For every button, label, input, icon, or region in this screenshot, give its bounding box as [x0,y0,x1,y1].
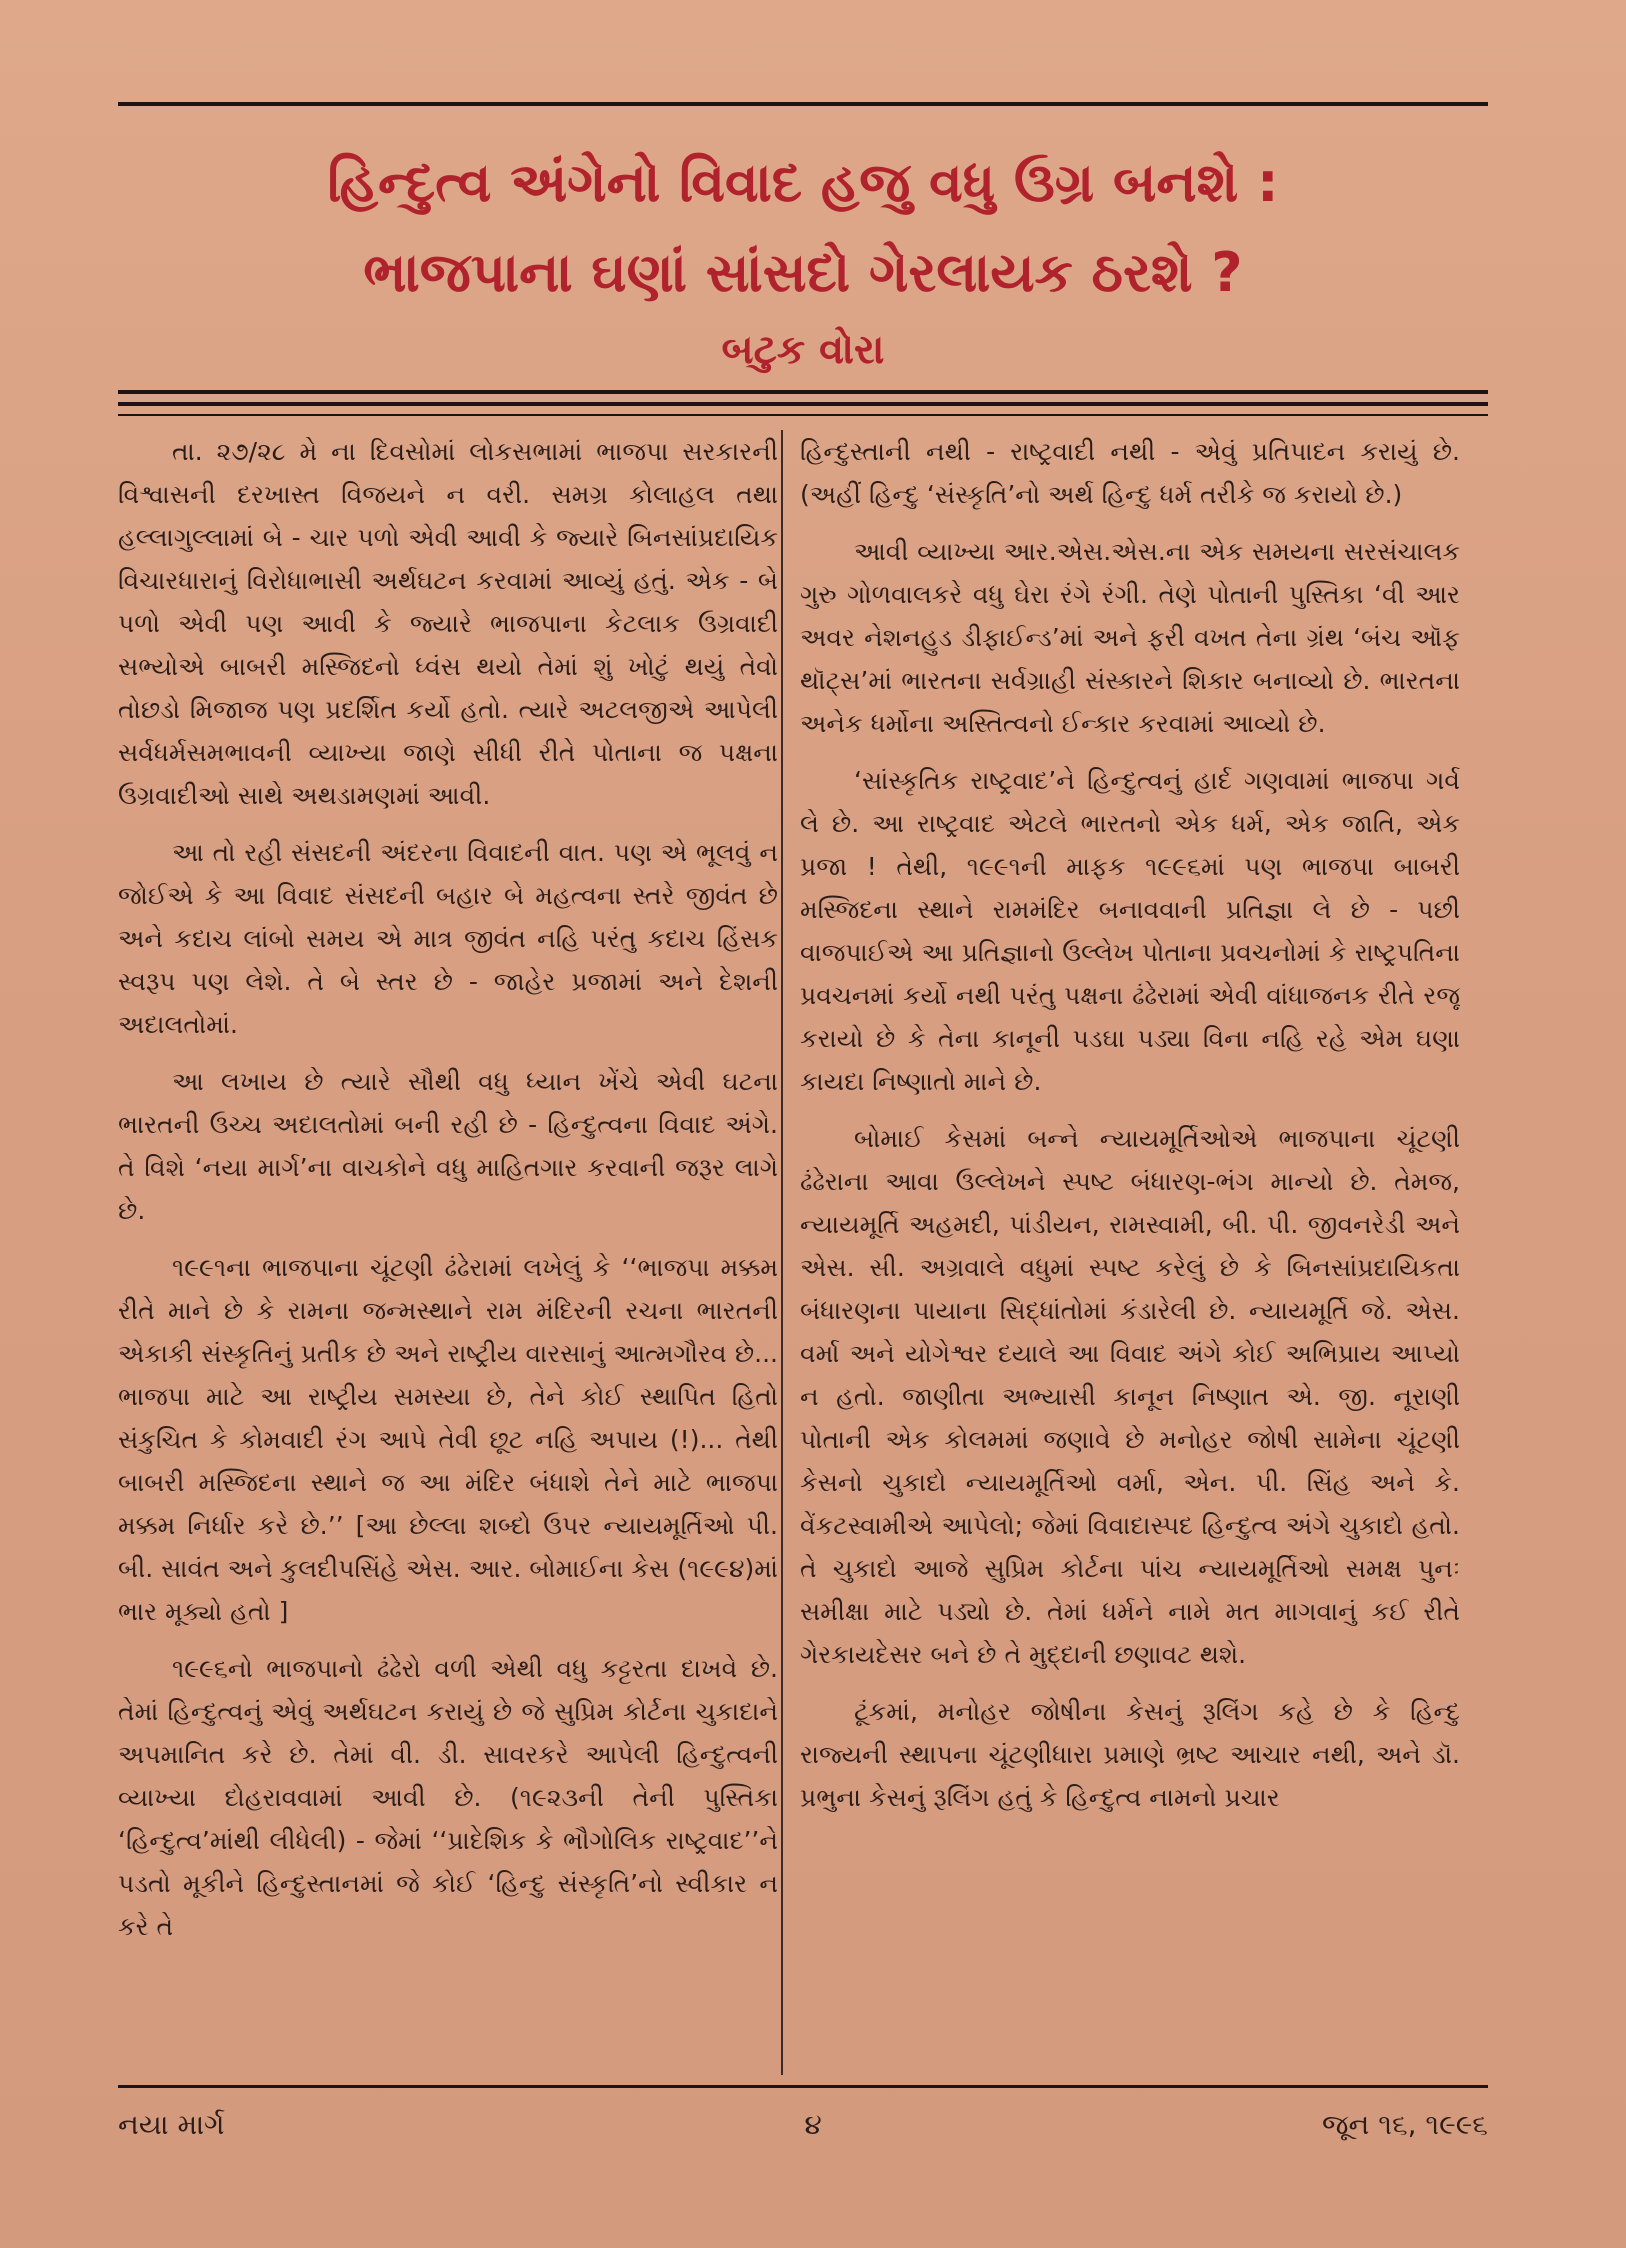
column-divider [781,430,783,2075]
header-rule [118,402,1488,406]
paragraph: ટૂંકમાં, મનોહર જોષીના કેસનું રૂલિંગ કહે છે કે હિન્દુ રાજ્યની સ્થાપના ચૂંટણીધારા પ્રમાણે ભ્રષ્ટ આચાર નથી, અને ડૉ. પ્રભુના કેસનું રૂલિંગ હતું કે હિન્દુત્વ નામનો પ્રચાર [800,1697,1460,1812]
left-column [118,430,778,2075]
author-byline: બટુક વોરા [721,327,885,373]
header-rule [118,414,1488,416]
right-column [800,430,1460,2075]
paragraph: ૧૯૯૬નો ભાજપાનો ઢંઢેરો વળી એથી વધુ કટ્ટરતા દાખવે છે. તેમાં હિન્દુત્વનું એવું અર્થઘટન કરાયું છે જે સુપ્રિમ કોર્ટના ચુકાદાને અપમાનિત કરે છે. તેમાં વી. ડી. સાવરકરે આપેલી હિન્દુત્વની વ્યાખ્યા દોહરાવવામાં આવી છે. (૧૯૨૩ની તેની પુસ્તિકા ‘હિન્દુત્વ’માંથી લીધેલી) - જેમાં ‘‘પ્રાદેશિક કે ભૌગોલિક રાષ્ટ્રવાદ’’ને પડતો મૂકીને હિન્દુસ્તાનમાં જે કોઈ ‘હિન્દુ સંસ્કૃતિ’નો સ્વીકાર ન કરે તે [118,1654,778,1941]
paragraph: હિન્દુસ્તાની નથી - રાષ્ટ્રવાદી નથી - એવું પ્રતિપાદન કરાયું છે. (અહીં હિન્દુ ‘સંસ્કૃતિ’નો અર્થ હિન્દુ ધર્મ તરીકે જ કરાયો છે.) [800,437,1460,509]
paragraph: તા. ૨૭/૨૮ મે ના દિવસોમાં લોકસભામાં ભાજપા સરકારની વિશ્વાસની દરખાસ્ત વિજયને ન વરી. સમગ્ર કોલાહલ તથા હલ્લાગુલ્લામાં બે - ચાર પળો એવી આવી કે જ્યારે બિનસાંપ્રદાયિક વિચારધારાનું વિરોધાભાસી અર્થઘટન કરવામાં આવ્યું હતું. એક - બે પળો એવી પણ આવી કે જ્યારે ભાજપાના કેટલાક ઉગ્રવાદી સભ્યોએ બાબરી મસ્જિદનો ધ્વંસ થયો તેમાં શું ખોટું થયું તેવો તોછડો મિજાજ પણ પ્રદર્શિત કર્યો હતો. ત્યારે અટલજીએ આપેલી સર્વધર્મસમભાવની વ્યાખ્યા જાણે સીધી રીતે પોતાના જ પક્ષના ઉગ્રવાદીઓ સાથે અથડામણમાં આવી. [118,437,778,810]
page-number: ૪ [804,2108,822,2141]
paragraph: આવી વ્યાખ્યા આર.એસ.એસ.ના એક સમયના સરસંચાલક ગુરુ ગોળવાલકરે વધુ ઘેરા રંગે રંગી. તેણે પોતાની પુસ્તિકા ‘વી આર અવર નેશનહુડ ડીફાઈન્ડ’માં અને ફરી વખત તેના ગ્રંથ ‘બંચ ઑફ થૉટ્સ’માં ભારતના સર્વગ્રાહી સંસ્કારને શિકાર બનાવ્યો છે. ભારતના અનેક ધર્મોના અસ્તિત્વનો ઈન્કાર કરવામાં આવ્યો છે. [800,537,1460,738]
header-rule [118,390,1488,394]
paragraph: આ તો રહી સંસદની અંદરના વિવાદની વાત. પણ એ ભૂલવું ન જોઈએ કે આ વિવાદ સંસદની બહાર બે મહત્વના સ્તરે જીવંત છે અને કદાચ લાંબો સમય એ માત્ર જીવંત નહિ પરંતુ કદાચ હિંસક સ્વરૂપ પણ લેશે. તે બે સ્તર છે - જાહેર પ્રજામાં અને દેશની અદાલતોમાં. [118,838,778,1039]
paragraph: બોમાઈ કેસમાં બન્ને ન્યાયમૂર્તિઓએ ભાજપાના ચૂંટણી ઢંઢેરાના આવા ઉલ્લેખને સ્પષ્ટ બંધારણ-ભંગ માન્યો છે. તેમજ, ન્યાયમૂર્તિ અહમદી, પાંડીયન, રામસ્વામી, બી. પી. જીવનરેડી અને એસ. સી. અગ્રવાલે વધુમાં સ્પષ્ટ કરેલું છે કે બિનસાંપ્રદાયિકતા બંધારણના પાયાના સિદ્ધાંતોમાં કંડારેલી છે. ન્યાયમૂર્તિ જે. એસ. વર્મા અને યોગેશ્વર દયાલે આ વિવાદ અંગે કોઈ અભિપ્રાય આપ્યો ન હતો. જાણીતા અભ્યાસી કાનૂન નિષ્ણાત એ. જી. નૂરાણી પોતાની એક કોલમમાં જણાવે છે મનોહર જોષી સામેના ચૂંટણી કેસનો ચુકાદો ન્યાયમૂર્તિઓ વર્મા, એન. પી. સિંહ અને કે. વેંકટસ્વામીએ આપેલો; જેમાં વિવાદાસ્પદ હિન્દુત્વ અંગે ચુકાદો હતો. તે ચુકાદો આજે સુપ્રિમ કોર્ટના પાંચ ન્યાયમૂર્તિઓ સમક્ષ પુનઃ સમીક્ષા માટે પડ્યો છે. તેમાં ધર્મને નામે મત માગવાનું કઈ રીતે ગેરકાયદેસર બને છે તે મુદ્દાની છણાવટ થશે. [800,1124,1460,1669]
headline-line-2: ભાજપાના ઘણાં સાંસદો ગેરલાયક ઠરશે ? [363,241,1243,304]
top-rule [118,102,1488,106]
headline-line-1: હિન્દુત્વ અંગેનો વિવાદ હજુ વધુ ઉગ્ર બનશે : [327,151,1279,214]
paragraph: ‘સાંસ્કૃતિક રાષ્ટ્રવાદ’ને હિન્દુત્વનું હાર્દ ગણવામાં ભાજપા ગર્વ લે છે. આ રાષ્ટ્રવાદ એટલે ભારતનો એક ધર્મ, એક જાતિ, એક પ્રજા ! તેથી, ૧૯૯૧ની માફક ૧૯૯૬માં પણ ભાજપા બાબરી મસ્જિદના સ્થાને રામમંદિર બનાવવાની પ્રતિજ્ઞા લે છે - પછી વાજપાઈએ આ પ્રતિજ્ઞાનો ઉલ્લેખ પોતાના પ્રવચનોમાં કે રાષ્ટ્રપતિના પ્રવચનમાં કર્યો નથી પરંતુ પક્ષના ઢંઢેરામાં એવી વાંધાજનક રીતે રજૂ કરાયો છે કે તેના કાનૂની પડઘા પડ્યા વિના નહિ રહે એમ ઘણા કાયદા નિષ્ણાતો માને છે. [800,766,1460,1096]
paragraph: ૧૯૯૧ના ભાજપાના ચૂંટણી ઢંઢેરામાં લખેલું કે ‘‘ભાજપા મક્કમ રીતે માને છે કે રામના જન્મસ્થાને રામ મંદિરની રચના ભારતની એકાકી સંસ્કૃતિનું પ્રતીક છે અને રાષ્ટ્રીય વારસાનું આત્મગૌરવ છે... ભાજપા માટે આ રાષ્ટ્રીય સમસ્યા છે, તેને કોઈ સ્થાપિત હિતો સંકુચિત કે કોમવાદી રંગ આપે તેવી છૂટ નહિ અપાય (!)... તેથી બાબરી મસ્જિદના સ્થાને જ આ મંદિર બંધાશે તેને માટે ભાજપા મક્કમ નિર્ધાર કરે છે.’’ [આ છેલ્લા શબ્દો ઉપર ન્યાયમૂર્તિઓ પી. બી. સાવંત અને કુલદીપસિંહે એસ. આર. બોમાઈના કેસ (૧૯૯૪)માં ભાર મૂક્યો હતો ] [118,1253,778,1626]
footer-rule [118,2085,1488,2088]
publication-name: નયા માર્ગ [118,2108,225,2141]
issue-date: જૂન ૧૬, ૧૯૯૬ [1321,2108,1488,2141]
paragraph: આ લખાય છે ત્યારે સૌથી વધુ ધ્યાન ખેંચે એવી ઘટના ભારતની ઉચ્ચ અદાલતોમાં બની રહી છે - હિન્દુત્વના વિવાદ અંગે. તે વિશે ‘નયા માર્ગ’ના વાચકોને વધુ માહિતગાર કરવાની જરૂર લાગે છે. [118,1067,778,1225]
